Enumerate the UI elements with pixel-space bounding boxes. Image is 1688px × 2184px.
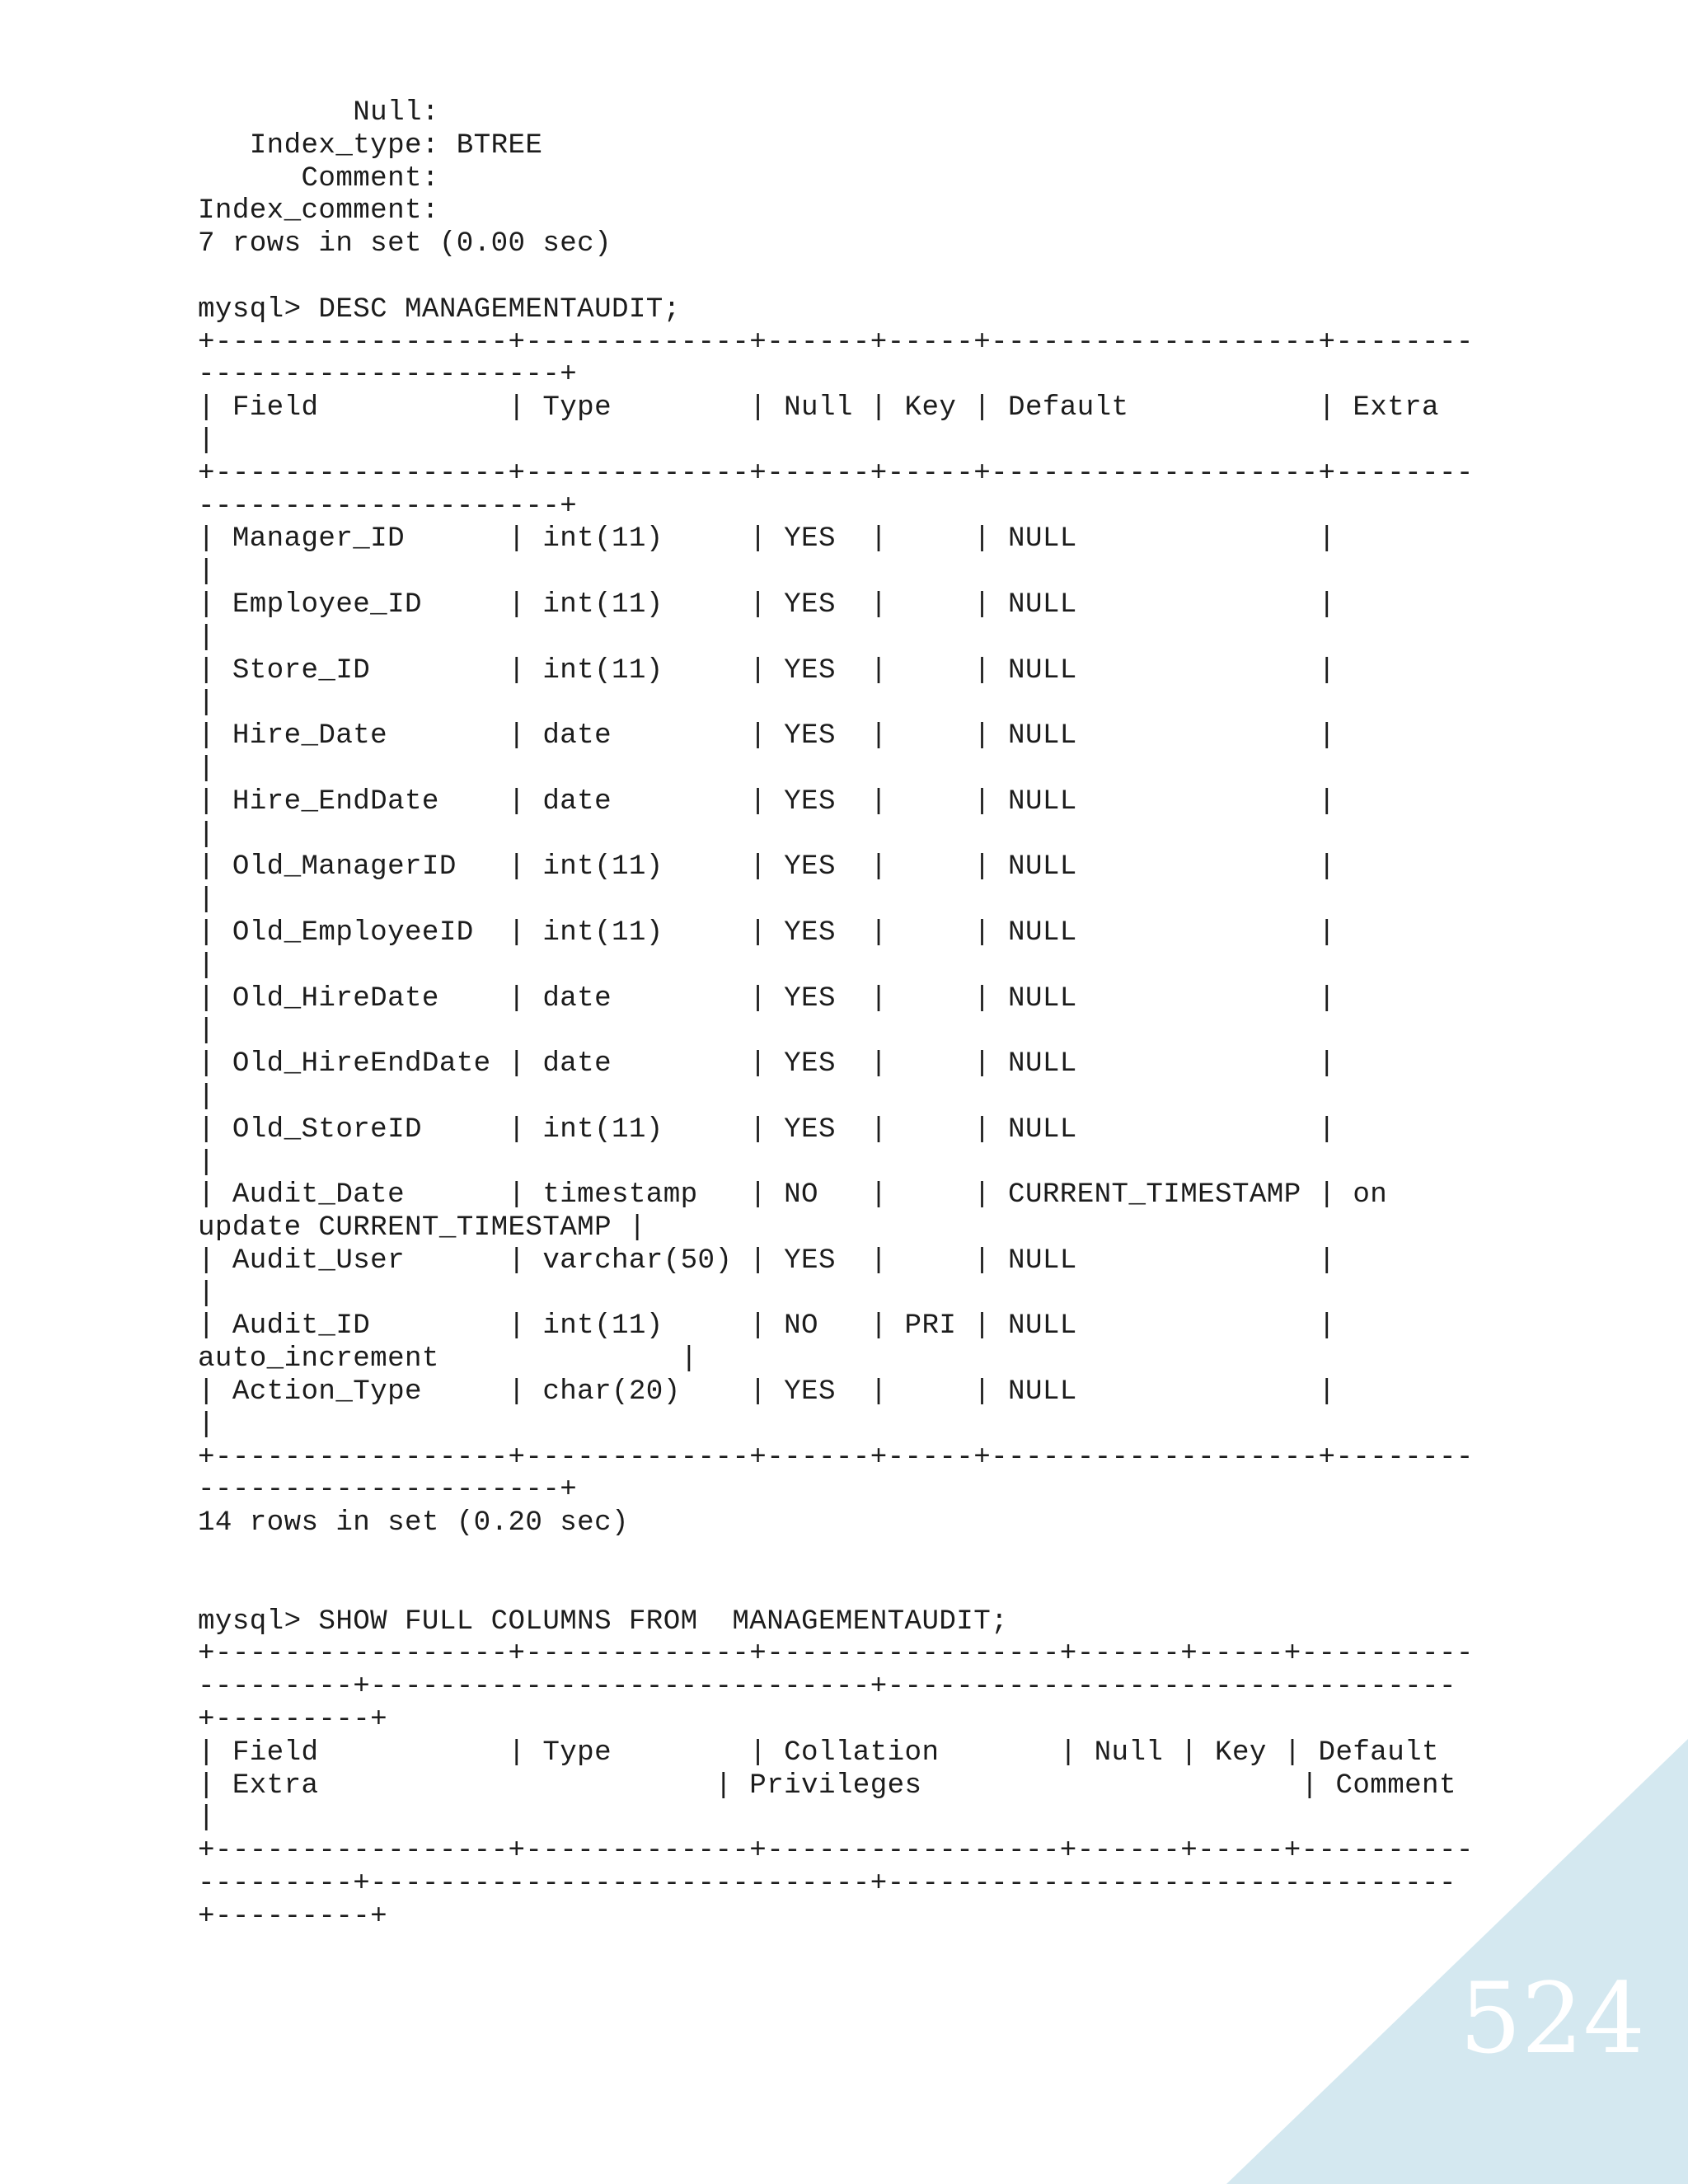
terminal-line: +---------+ <box>198 1900 388 1933</box>
terminal-line: | <box>198 818 215 851</box>
terminal-line: | Audit_ID | int(11) | NO | PRI | NULL | <box>198 1310 1336 1343</box>
terminal-line: | Old_HireDate | date | YES | | NULL | <box>198 982 1336 1015</box>
terminal-line: | Extra | Privileges | Comment <box>198 1769 1456 1802</box>
terminal-line: | Old_EmployeeID | int(11) | YES | | NULL | <box>198 916 1336 949</box>
terminal-line: | Manager_ID | int(11) | YES | | NULL | <box>198 523 1336 555</box>
terminal-line: ---------------------+ <box>198 490 578 523</box>
terminal-line: | Old_StoreID | int(11) | YES | | NULL | <box>198 1113 1336 1146</box>
terminal-line: ---------+-----------------------------+--------------------------------- <box>198 1868 1456 1900</box>
terminal-line: 14 rows in set (0.20 sec) <box>198 1507 629 1540</box>
terminal-output <box>198 97 1474 1934</box>
terminal-line: | <box>198 1080 215 1113</box>
terminal-line: | <box>198 1146 215 1179</box>
terminal-line <box>198 261 1474 294</box>
terminal-line: | <box>198 1802 215 1835</box>
terminal-line: auto_increment | <box>198 1343 698 1376</box>
terminal-line: | Old_ManagerID | int(11) | YES | | NULL | <box>198 851 1336 883</box>
terminal-line: Index_type: BTREE <box>198 129 543 162</box>
terminal-line: | Employee_ID | int(11) | YES | | NULL | <box>198 588 1336 621</box>
terminal-line: mysql> SHOW FULL COLUMNS FROM MANAGEMENTAUDIT; <box>198 1605 1009 1638</box>
terminal-line: 7 rows in set (0.00 sec) <box>198 228 612 260</box>
terminal-line <box>198 1573 1474 1606</box>
terminal-line: | Field | Type | Null | Key | Default | Extra <box>198 392 1439 424</box>
terminal-line: | Store_ID | int(11) | YES | | NULL | <box>198 654 1336 687</box>
terminal-line: | Field | Type | Collation | Null | Key | Default <box>198 1736 1439 1769</box>
terminal-line: ---------------------+ <box>198 359 578 391</box>
terminal-line: | <box>198 424 215 457</box>
terminal-line: +-----------------+-------------+-----------------+------+-----+---------- <box>198 1835 1474 1868</box>
terminal-line: | <box>198 621 215 654</box>
terminal-line: mysql> DESC MANAGEMENTAUDIT; <box>198 293 681 326</box>
terminal-line: | Hire_Date | date | YES | | NULL | <box>198 720 1336 752</box>
terminal-line: +-----------------+-------------+------+-----+-------------------+-------- <box>198 1441 1474 1474</box>
terminal-line: ---------------------+ <box>198 1474 578 1507</box>
terminal-line: +-----------------+-------------+------+-----+-------------------+-------- <box>198 457 1474 490</box>
terminal-line: | <box>198 1015 215 1047</box>
terminal-line: | <box>198 1277 215 1310</box>
terminal-line: | <box>198 687 215 719</box>
terminal-line: | <box>198 949 215 982</box>
terminal-line: ---------+-----------------------------+--------------------------------- <box>198 1671 1456 1704</box>
terminal-line: | <box>198 884 215 916</box>
terminal-line: | Hire_EndDate | date | YES | | NULL | <box>198 785 1336 818</box>
terminal-line: | Audit_Date | timestamp | NO | | CURRENT_TIMESTAMP | on <box>198 1179 1388 1212</box>
terminal-line: | Audit_User | varchar(50) | YES | | NULL | <box>198 1244 1336 1277</box>
page-number: 524 <box>1459 1961 1645 2075</box>
terminal-line: | <box>198 752 215 785</box>
terminal-line: update CURRENT_TIMESTAMP | <box>198 1212 646 1244</box>
terminal-line: +---------+ <box>198 1704 388 1736</box>
terminal-line: Null: <box>198 97 457 129</box>
terminal-line: | Old_HireEndDate | date | YES | | NULL | <box>198 1048 1336 1080</box>
terminal-line: | <box>198 556 215 588</box>
terminal-line: Comment: <box>198 162 457 194</box>
terminal-line: Index_comment: <box>198 195 457 227</box>
terminal-line: | Action_Type | char(20) | YES | | NULL | <box>198 1376 1336 1408</box>
terminal-line <box>198 1540 1474 1573</box>
terminal-line: +-----------------+-------------+-----------------+------+-----+---------- <box>198 1638 1474 1671</box>
terminal-line: +-----------------+-------------+------+-----+-------------------+-------- <box>198 326 1474 359</box>
terminal-line: | <box>198 1408 215 1441</box>
